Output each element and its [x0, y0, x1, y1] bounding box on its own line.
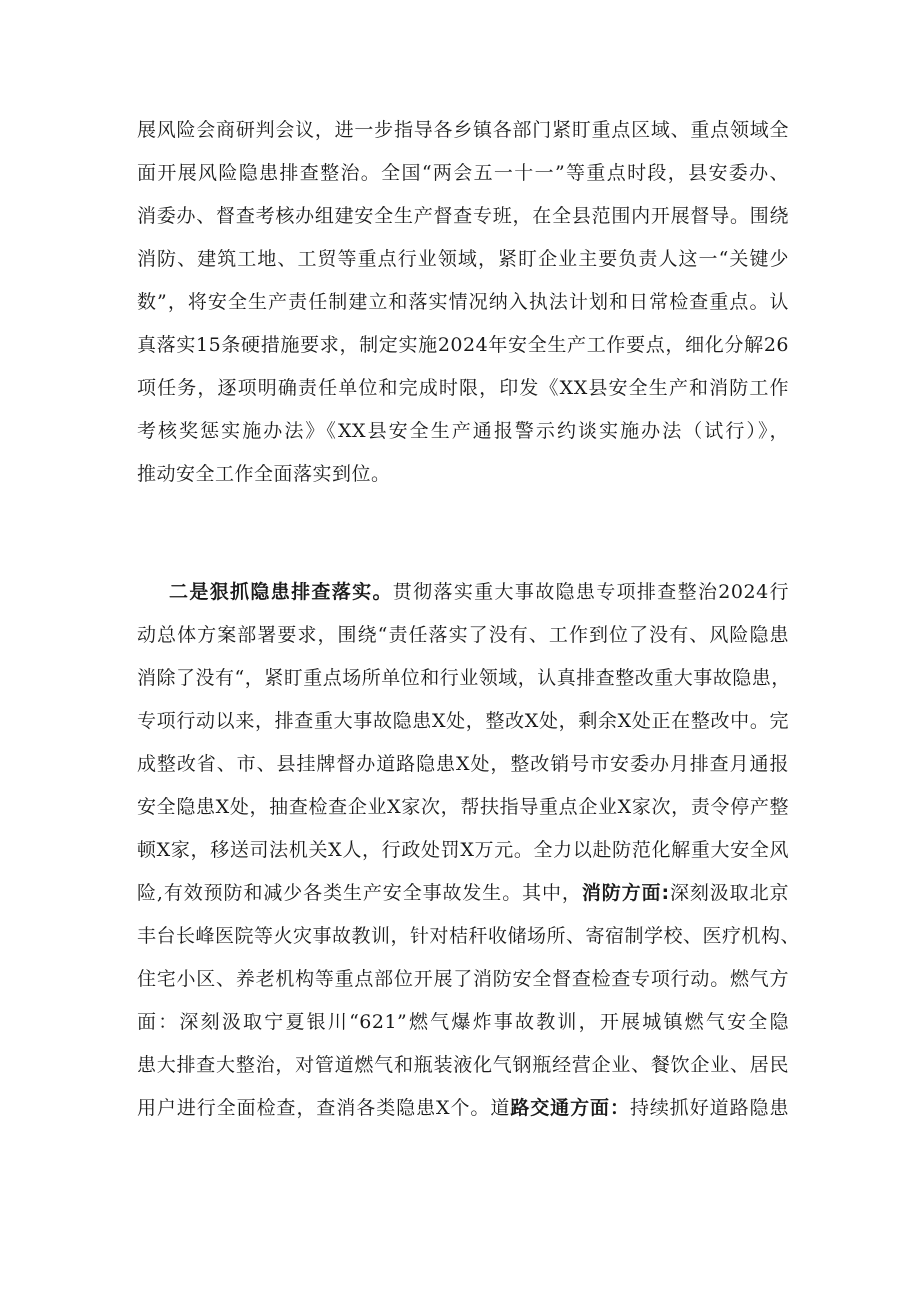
- text-line: 数”，将安全生产责任制建立和落实情况纳入执法计划和日常检查重点。认: [137, 291, 789, 313]
- text-line: 动总体方案部署要求，围绕“责任落实了没有、工作到位了没有、风险隐患: [137, 624, 789, 646]
- text-line: 面开展风险隐患排查整治。全国“两会五一十一”等重点时段，县安委办、: [137, 162, 789, 184]
- text-line: 消防、建筑工地、工贸等重点行业领域，紧盯企业主要负责人这一“关键少: [137, 248, 789, 270]
- text-line: 患大排查大整治，对管道燃气和瓶装液化气钢瓶经营企业、餐饮企业、居民: [137, 1054, 789, 1076]
- section-heading: 二是狠抓隐患排查落实。: [169, 581, 393, 603]
- text-line: 丰台长峰医院等火灾事故教训，针对桔秆收储场所、寄宿制学校、医疗机构、: [137, 925, 801, 947]
- text-line: 安全隐患X处，抽查检查企业X家次，帮扶指导重点企业X家次，责令停产整: [137, 796, 789, 818]
- paragraph-2: [137, 577, 801, 1136]
- text-line: 面：深刻汲取宁夏银川“621”燃气爆炸事故教训，开展城镇燃气安全隐: [137, 1011, 789, 1033]
- text-line: 消委办、督查考核办组建安全生产督查专班，在全县范围内开展督导。围绕: [137, 205, 789, 227]
- subheading-traffic: 路交通方面：: [510, 1097, 630, 1119]
- text-line: 推动安全工作全面落实到位。: [137, 463, 391, 485]
- text-line: [137, 1093, 789, 1123]
- text-run: 用户进行全面检查，查消各类隐患X个。道: [137, 1097, 511, 1119]
- text-run: 深刻汲取北京: [669, 882, 789, 904]
- text-run: 持续抓好道路隐患: [629, 1097, 789, 1119]
- text-run: 险,有效预防和减少各类生产安全事故发生。其中，: [137, 882, 582, 904]
- text-line: 成整改省、市、县挂牌督办道路隐患X处，整改销号市安委办月排查月通报: [137, 753, 789, 775]
- text-line: 住宅小区、养老机构等重点部位开展了消防安全督查检查专项行动。燃气方: [137, 968, 789, 990]
- text-line: 考核奖惩实施办法》《XX县安全生产通报警示约谈实施办法（试行）》，: [137, 420, 789, 442]
- text-run: 贯彻落实重大事故隐患专项排查整治2024行: [392, 581, 789, 603]
- text-line: 展风险会商研判会议，进一步指导各乡镇各部门紧盯重点区域、重点领域全: [137, 119, 789, 141]
- text-line: [137, 577, 789, 607]
- text-line: 专项行动以来，排查重大事故隐患X处，整改X处，剩余X处正在整改中。完: [137, 710, 789, 732]
- text-line: 真落实15条硬措施要求，制定实施2024年安全生产工作要点，细化分解26: [137, 334, 789, 356]
- subheading-fire: 消防方面:: [581, 882, 670, 904]
- text-line: 顿X家，移送司法机关X人，行政处罚X万元。全力以赴防范化解重大安全风: [137, 839, 789, 861]
- paragraph-1: [137, 115, 789, 502]
- text-line: 项任务，逐项明确责任单位和完成时限，印发《XX县安全生产和消防工作: [137, 377, 789, 399]
- text-line: [137, 878, 789, 908]
- text-line: 消除了没有“，紧盯重点场所单位和行业领域，认真排查整改重大事故隐患，: [137, 667, 791, 689]
